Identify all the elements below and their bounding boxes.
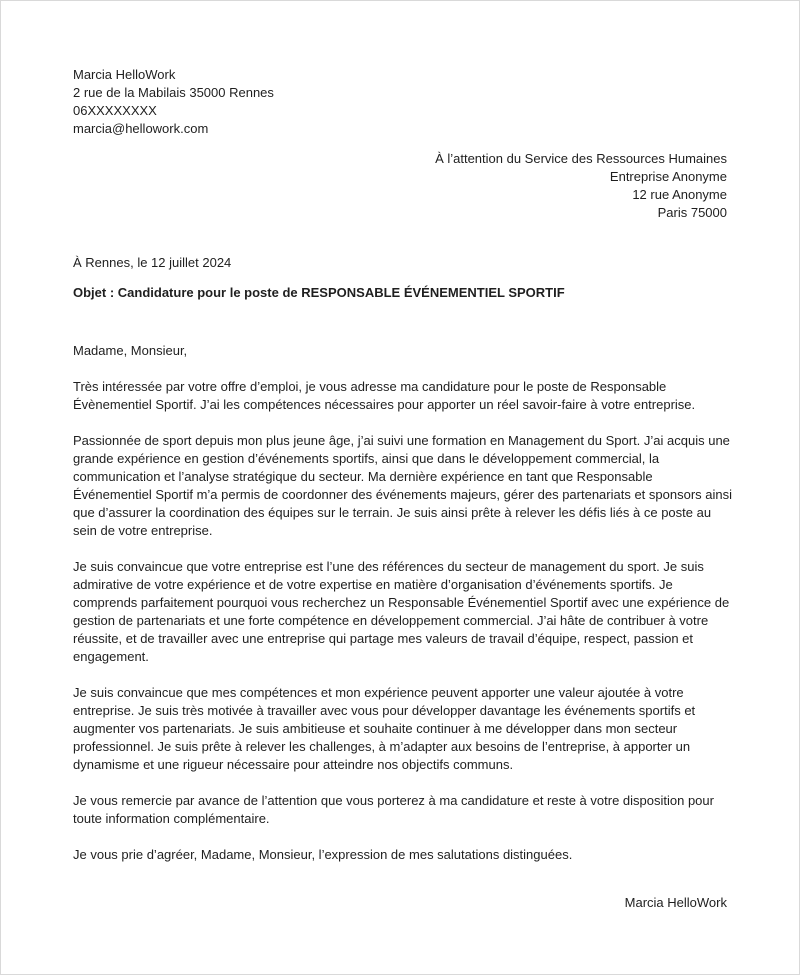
paragraph-motivation: Je suis convaincue que mes compétences et mon expérience peuvent apporter une valeur ajoutée à votre entreprise. Je suis très motivée à travailler avec vous pour développer davantage les événements sportifs et augmenter vos partenariats. Je suis ambitieuse et souhaite continuer à me développer dans mon secteur professionnel. Je suis prête à relever les challenges, à m’adapter aux besoins de l’entreprise, à apporter un dynamisme et une rigueur nécessaire pour atteindre nos objectifs communs.	[73, 685, 696, 772]
recipient-block	[435, 150, 727, 222]
signature: Marcia HelloWork	[624, 895, 727, 910]
recipient-city: Paris 75000	[657, 205, 727, 220]
subject-line: Objet : Candidature pour le poste de RESPONSABLE ÉVÉNEMENTIEL SPORTIF	[73, 285, 565, 300]
paragraph-intro: Très intéressée par votre offre d’emploi, je vous adresse ma candidature pour le poste de Responsable Évènementiel Sportif. J’ai les compétences nécessaires pour apporter un réel savoir-faire à votre entreprise.	[73, 379, 696, 412]
sender-phone: 06XXXXXXXX	[73, 103, 157, 118]
sender-email: marcia@hellowork.com	[73, 121, 209, 136]
recipient-attention: À l’attention du Service des Ressources Humaines	[435, 151, 727, 166]
sender-block	[73, 66, 274, 138]
letter-body	[73, 342, 733, 882]
paragraph-thanks: Je vous remercie par avance de l’attention que vous porterez à ma candidature et reste à votre disposition pour toute information complémentaire.	[73, 793, 714, 826]
sender-address: 2 rue de la Mabilais 35000 Rennes	[73, 85, 274, 100]
recipient-company: Entreprise Anonyme	[609, 169, 727, 184]
greeting: Madame, Monsieur,	[73, 343, 188, 358]
paragraph-company: Je suis convaincue que votre entreprise est l’une des références du secteur de management du sport. Je suis admirative de votre expérience et de votre expertise en matière d’organisation d’événements sportifs. Je comprends parfaitement pourquoi vous recherchez un Responsable Événementiel Sportif avec une expérience de gestion de partenariats et une forte compétence en développement commercial. J’ai hâte de contribuer à votre réussite, et de travailler avec une entreprise qui partage mes valeurs de travail d’équipe, respect, passion et engagement.	[73, 559, 730, 664]
recipient-street: 12 rue Anonyme	[632, 187, 727, 202]
paragraph-closing: Je vous prie d’agréer, Madame, Monsieur, l’expression de mes salutations distinguées.	[73, 847, 573, 862]
sender-name: Marcia HelloWork	[73, 67, 176, 82]
date-place: À Rennes, le 12 juillet 2024	[73, 255, 232, 270]
paragraph-experience: Passionnée de sport depuis mon plus jeune âge, j’ai suivi une formation en Management du Sport. J’ai acquis une grande expérience en gestion d’événements sportifs, ainsi que dans le développement commercial, la communication et l’analyse stratégique du secteur. Ma dernière expérience en tant que Responsable Événementiel Sportif m’a permis de coordonner des événements majeurs, gérer des partenariats et sponsors ainsi que d’assurer la coordination des équipes sur le terrain. Je suis ainsi prête à relever les défis liés à ce poste au sein de votre entreprise.	[73, 433, 733, 538]
